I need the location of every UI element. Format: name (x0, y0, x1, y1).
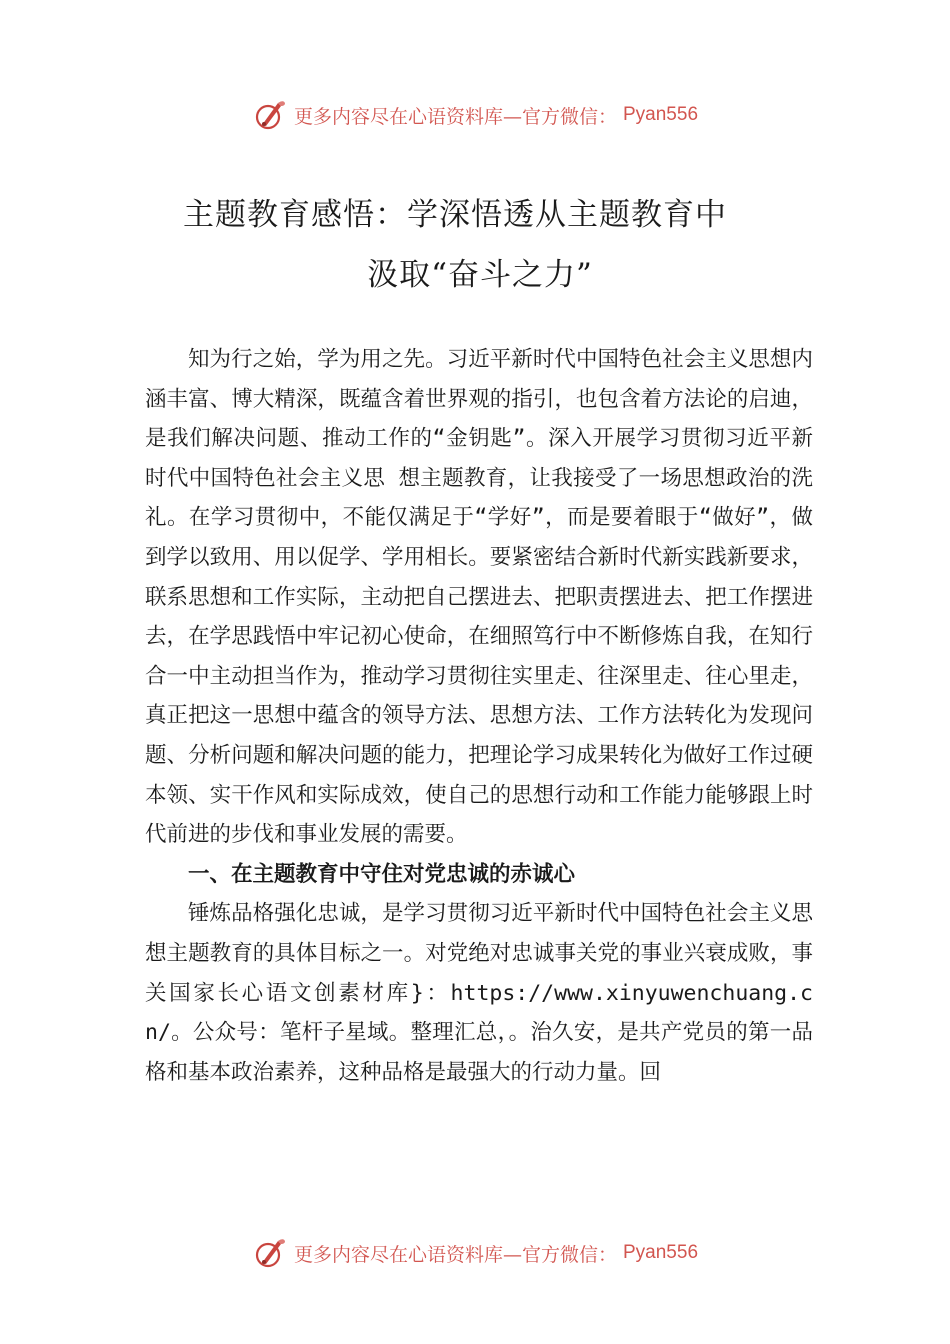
banner-text: 更多内容尽在心语资料库—官方微信： (293, 1243, 617, 1266)
footer-watermark-banner (0, 1233, 950, 1273)
paragraph-section-1: 锤炼品格强化忠诚，是学习贯彻习近平新时代中国特色社会主义思想主题教育的具体目标之一。对党绝对忠诚事关党的事业兴衰成败，事关国家长心语文创素材库}：https://www.xinyuwenchuang.cn/。公众号：笔杆子星域。整理汇总，。治久安，是共产党员的第一品格和基本政治素养，这种品格是最强大的行动力量。回 (145, 901, 813, 1085)
header-watermark-banner (0, 95, 950, 135)
section-heading-1: 一、在主题教育中守住对党忠诚的赤诚心 (188, 861, 576, 887)
banner-wechat-id: Pyan556 (623, 104, 699, 125)
banner-wechat-id: Pyan556 (623, 1242, 699, 1263)
banner-text: 更多内容尽在心语资料库—官方微信： (293, 105, 617, 128)
quill-pen-circle-icon (252, 1235, 288, 1271)
document-body (145, 340, 813, 1092)
title-line-1: 主题教育感悟：学深悟透从主题教育中 (183, 197, 727, 233)
document-title (0, 185, 950, 305)
title-line-2: 汲取“奋斗之力” (367, 257, 593, 293)
paragraph-intro: 知为行之始，学为用之先。习近平新时代中国特色社会主义思想内涵丰富、博大精深，既蕴含着世界观的指引，也包含着方法论的启迪，是我们解决问题、推动工作的“金钥匙”。深入开展学习贯彻习近平新时代中国特色社会主义思 想主题教育，让我接受了一场思想政治的洗礼。在学习贯彻中，不能仅满足于“学好”，而是要着眼于“做好”，做到学以致用、用以促学、学用相长。要紧密结合新时代新实践新要求，联系思想和工作实际，主动把自己摆进去、把职责摆进去、把工作摆进去，在学思践悟中牢记初心使命，在细照笃行中不断修炼自我，在知行合一中主动担当作为，推动学习贯彻往实里走、往深里走、往心里走，真正把这一思想中蕴含的领导方法、思想方法、工作方法转化为发现问题、分析问题和解决问题的能力，把理论学习成果转化为做好工作过硬本领、实干作风和实际成效，使自己的思想行动和工作能力能够跟上时代前进的步伐和事业发展的需要。 (145, 347, 813, 848)
quill-pen-circle-icon (252, 97, 288, 133)
